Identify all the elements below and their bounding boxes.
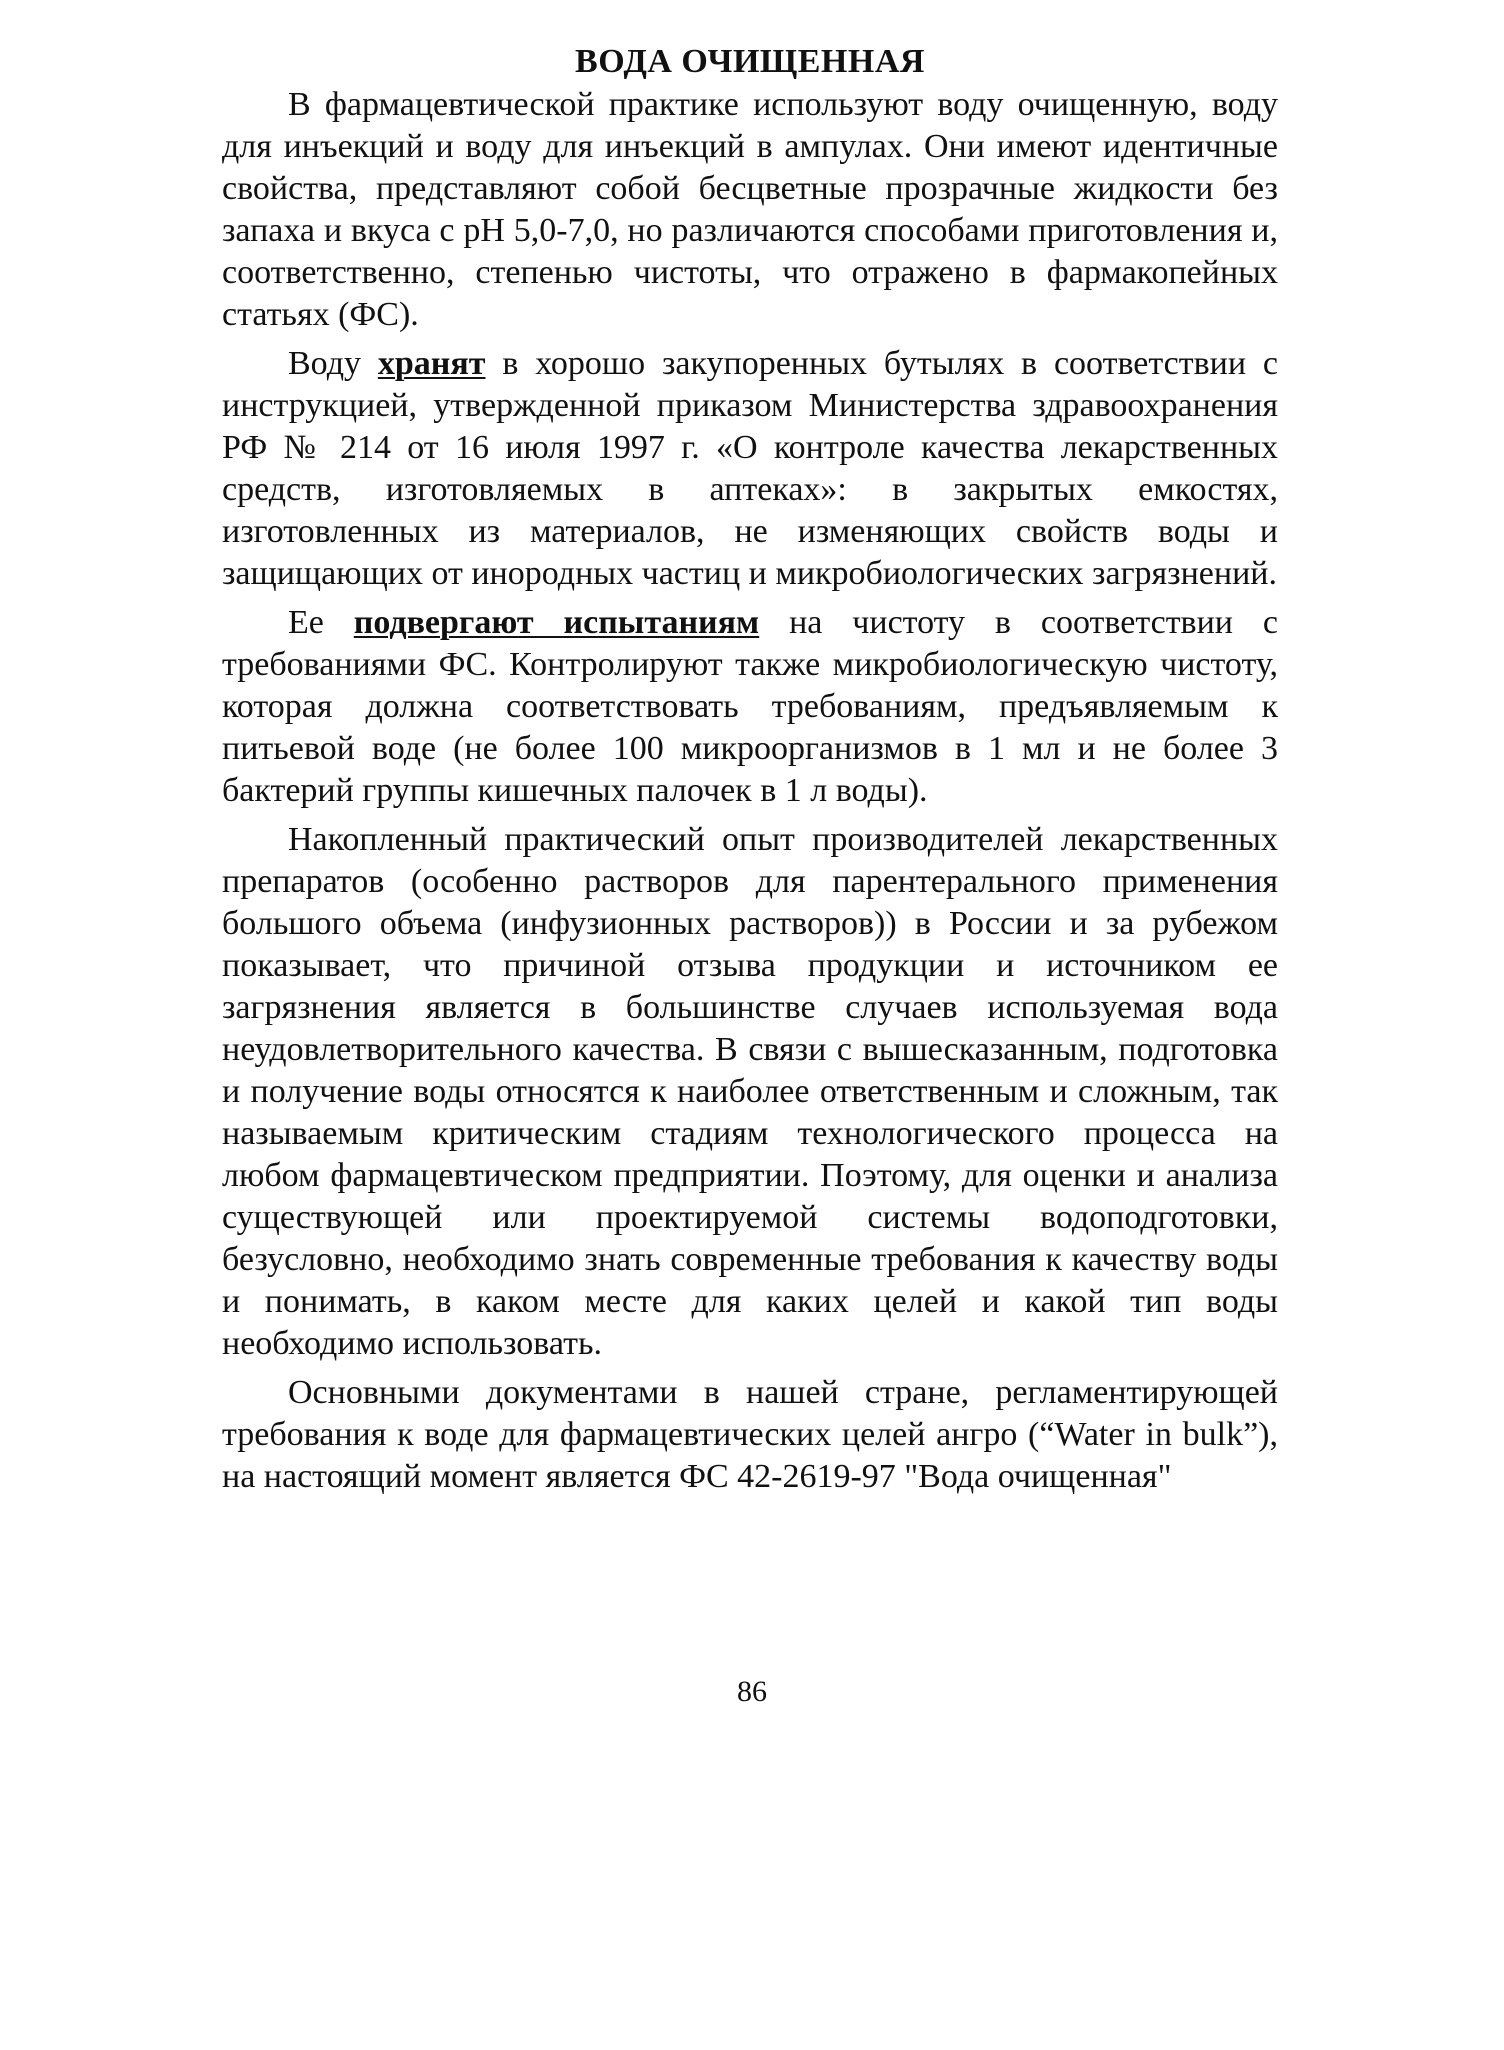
- paragraph-2: [222, 343, 1278, 595]
- paragraph-1: [222, 84, 1278, 336]
- paragraph-5-text: Основными документами в нашей стране, регламентирующей требования к воде для фармацевтических целей ангро (“Water in bulk”), на настоящий момент является ФС 42-2619-97 "Вода очищенная": [222, 1374, 1278, 1495]
- paragraph-3: [222, 602, 1278, 812]
- paragraph-3-text-start: Ее: [288, 604, 354, 641]
- document-title: ВОДА ОЧИЩЕННАЯ: [575, 43, 925, 80]
- paragraph-2-emphasis: хранят: [377, 345, 486, 382]
- document-page: [222, 40, 1278, 1505]
- paragraph-2-text-end: в хорошо закупоренных бутылях в соответствии с инструкцией, утвержденной приказом Министерства здравоохранения РФ № 214 от 16 июля 1997 г. «О контроле качества лекарственных средств, изготовляемых в аптеках»: в закрытых емкостях, изготовленных из материалов, не изменяющих свойств воды и защищающих от инородных частиц и микробиологических загрязнений.: [222, 345, 1279, 592]
- paragraph-1-text: В фармацевтической практике используют воду очищенную, воду для инъекций и воду для инъекций в ампулах. Они имеют идентичные свойства, представляют собой бесцветные прозрачные жидкости без запаха и вкуса с рН 5,0-7,0, но различаются способами приготовления и, соответственно, степенью чистоты, что отражено в фармакопейных статьях (ФС).: [222, 86, 1278, 333]
- paragraph-4-text: Накопленный практический опыт производителей лекарственных препаратов (особенно растворов для парентерального применения большого объема (инфузионных растворов)) в России и за рубежом показывает, что причиной отзыва продукции и источником ее загрязнения является в большинстве случаев используемая вода неудовлетворительного качества. В связи с вышесказанным, подготовка и получение воды относятся к наиболее ответственным и сложным, так называемым критическим стадиям технологического процесса на любом фармацевтическом предприятии. Поэтому, для оценки и анализа существующей или проектируемой системы водоподготовки, безусловно, необходимо знать современные требования к качеству воды и понимать, в каком месте для каких целей и какой тип воды необходимо использовать.: [222, 821, 1278, 1362]
- paragraph-3-emphasis: подвергают испытаниям: [353, 604, 760, 641]
- paragraph-3-text-end: на чистоту в соответствии с требованиями ФС. Контролируют также микробиологическую чистоту, которая должна соответствовать требованиям, предъявляемым к питьевой воде (не более 100 микроорганизмов в 1 мл и не более 3 бактерий группы кишечных палочек в 1 л воды).: [222, 604, 1278, 809]
- paragraph-5: [222, 1372, 1278, 1498]
- page-number: 86: [737, 1675, 767, 1708]
- paragraph-4: [222, 819, 1278, 1365]
- paragraph-2-text-start: Воду: [288, 345, 378, 382]
